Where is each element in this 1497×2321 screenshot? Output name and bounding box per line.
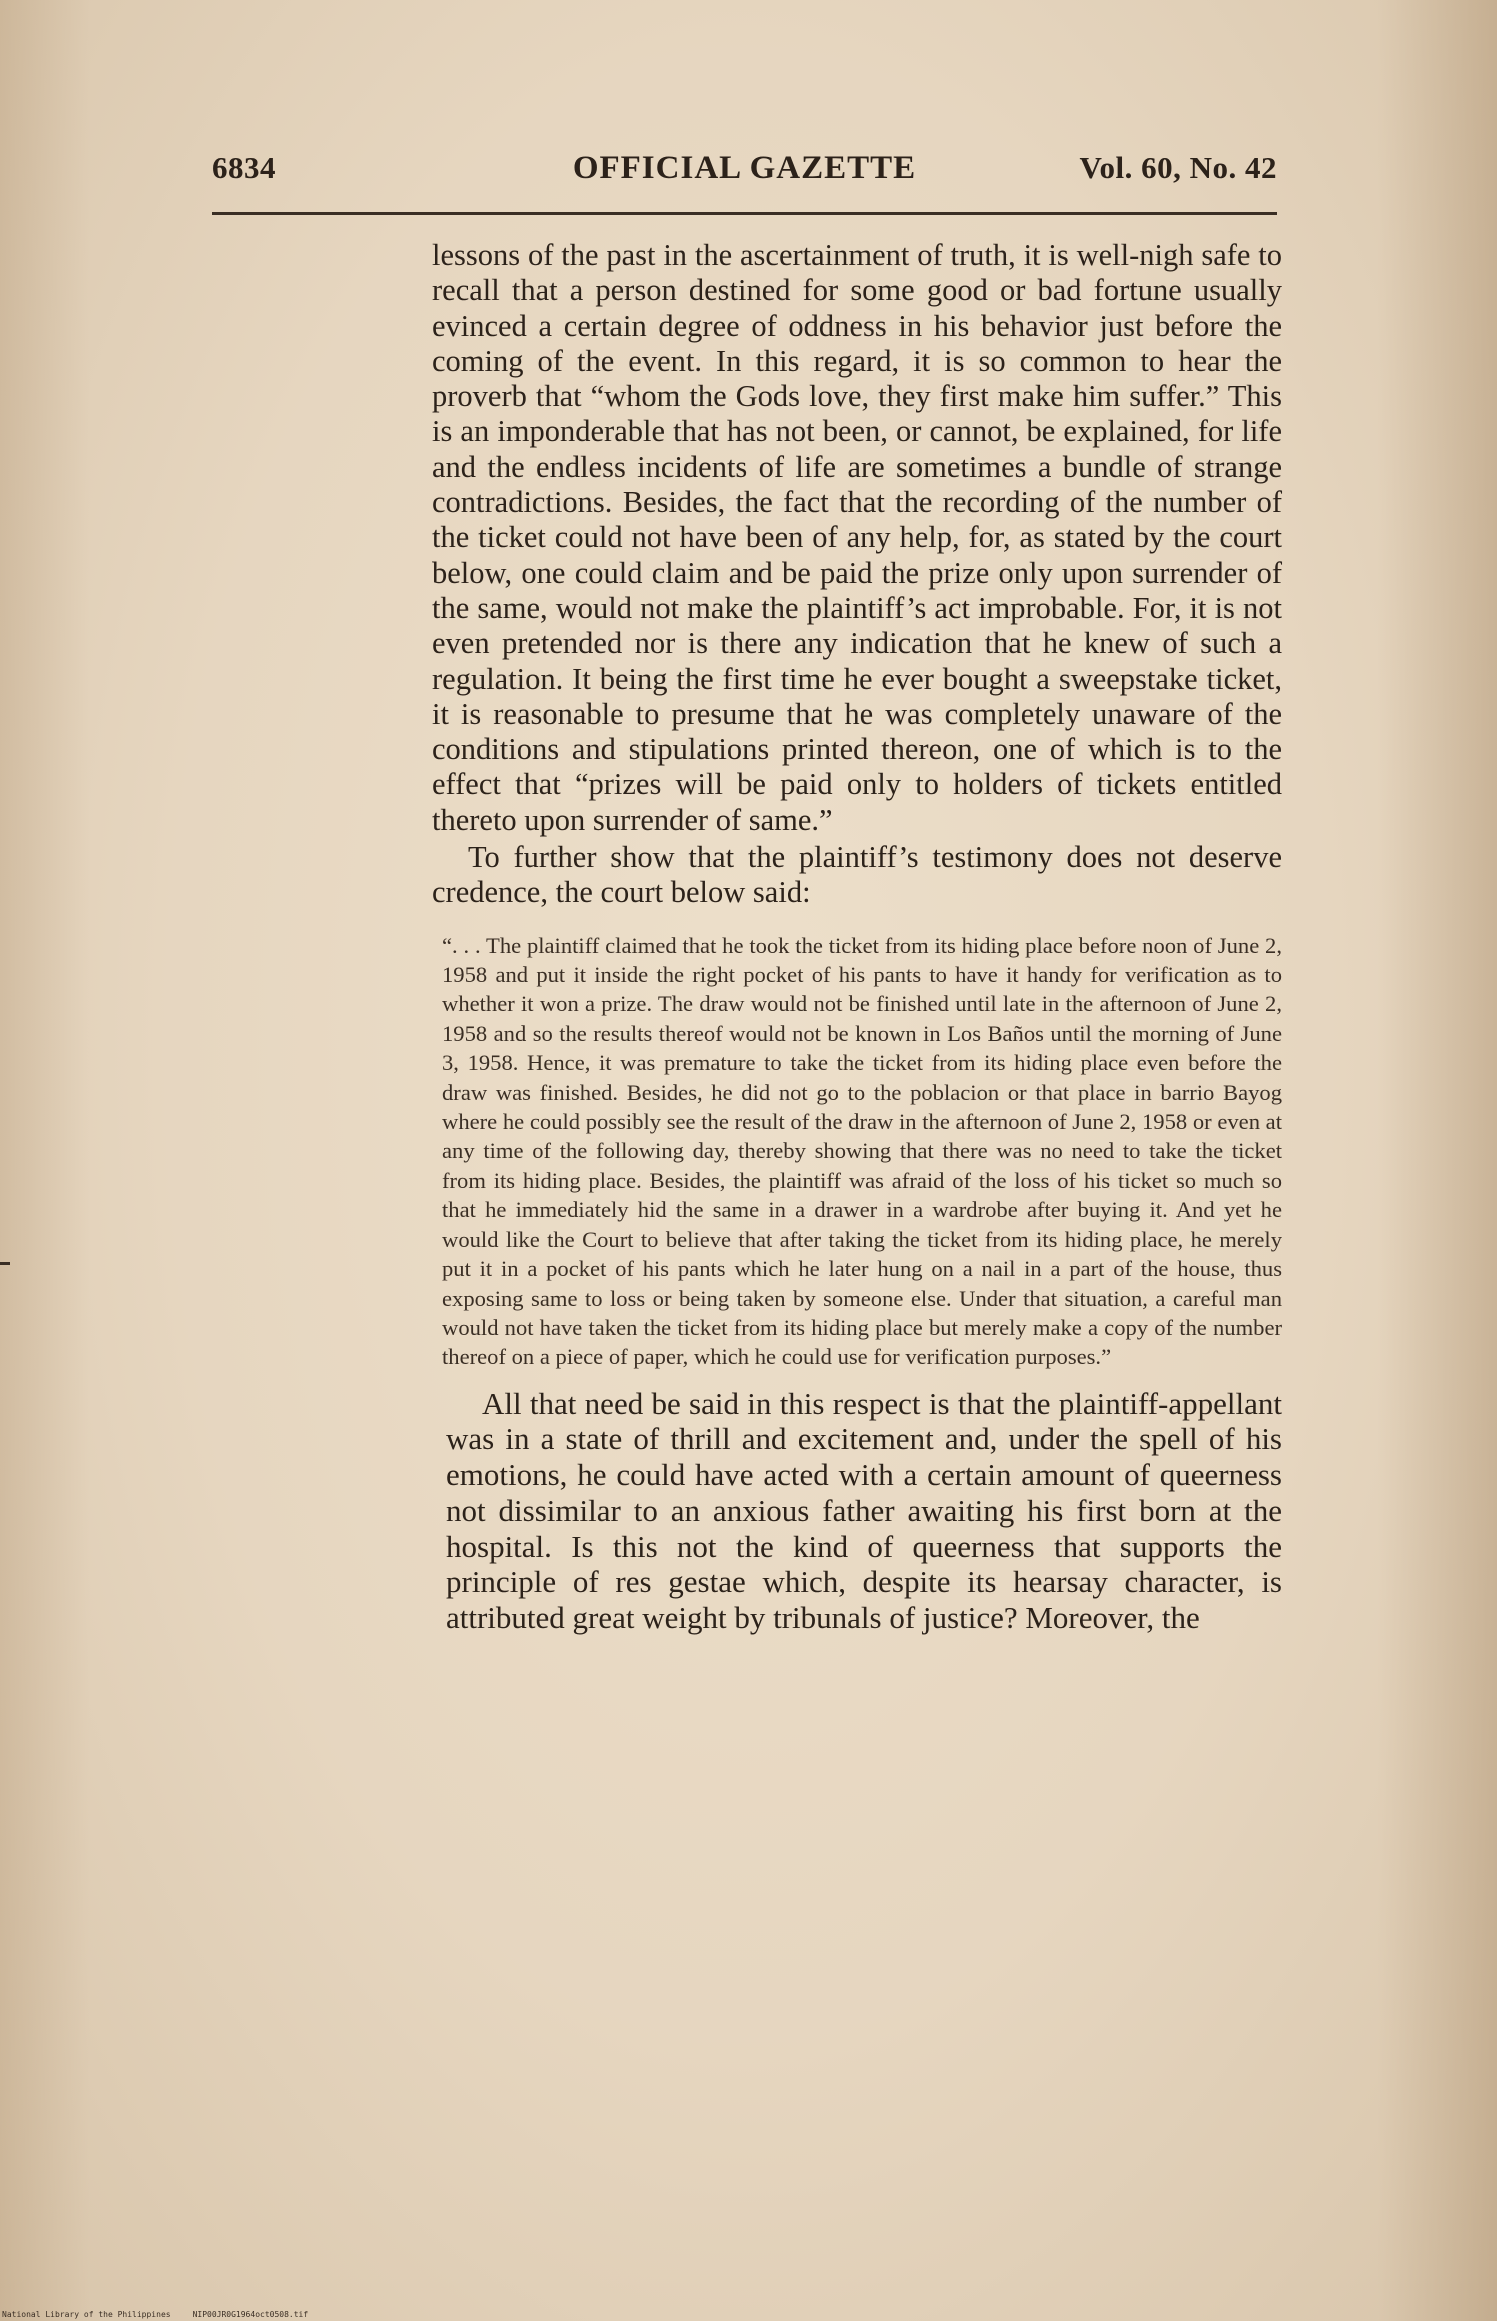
- library-credit: National Library of the Philippines: [2, 2310, 171, 2319]
- paragraph-2: To further show that the plaintiff’s testimony does not deserve credence, the court below said:: [432, 840, 1282, 910]
- block-quote: “. . . The plaintiff claimed that he took the ticket from its hiding place before noon of June 2, 1958 and put it inside the right pocket of his pants to have it handy for verification as to whether it won a prize. The draw would not be finished until late in the afternoon of June 2, 1958 and so the results thereof would not be known in Los Baños until the morning of June 3, 1958. Hence, it was premature to take the ticket from its hiding place even before the draw was finished. Besides, he did not go to the poblacion or that place in barrio Bayog where he could possibly see the result of the draw in the afternoon of June 2, 1958 or even at any time of the following day, thereby showing that there was no need to take the ticket from its hiding place. Besides, the plaintiff was afraid of the loss of his ticket so much so that he immediately hid the same in a drawer in a wardrobe after buying it. And yet he would like the Court to believe that after taking the ticket from its hiding place, he merely put it in a pocket of his pants which he later hung on a nail in a part of the house, thus exposing same to loss or being taken by someone else. Under that situation, a careful man would not have taken the ticket from its hiding place but merely make a copy of the number thereof on a piece of paper, which he could use for verification purposes.”: [442, 932, 1282, 1370]
- scan-filename: NIP00JR0G1964oct0508.tif: [192, 2310, 309, 2319]
- volume-number: Vol. 60, No. 42: [1079, 150, 1277, 185]
- header-rule: [212, 212, 1277, 215]
- paragraph-3: All that need be said in this respect is that the plaintiff-appellant was in a state of thrill and excitement and, under the spell of his emotions, he could have acted with a certain amount of queerness not dissimilar to an anxious father awaiting his first born at the hospital. Is this not the kind of queerness that supports the principle of res gestae which, despite its hearsay character, is attributed great weight by tribunals of justice? Moreover, the: [446, 1385, 1282, 1635]
- main-text-column: [432, 238, 1282, 1636]
- paragraph-1: lessons of the past in the ascertainment of truth, it is well-nigh safe to recall that a person destined for some good or bad fortune usually evinced a certain degree of oddness in his behavior just before the coming of the event. In this regard, it is so common to hear the proverb that “whom the Gods love, they first make him suffer.” This is an imponderable that has not been, or cannot, be explained, for life and the endless incidents of life are sometimes a bundle of strange contradictions. Besides, the fact that the recording of the number of the ticket could not have been of any help, for, as stated by the court below, one could claim and be paid the prize only upon surrender of the same, would not make the plaintiff’s act improbable. For, it is not even pretended nor is there any indication that he knew of such a regulation. It being the first time he ever bought a sweepstake ticket, it is reasonable to presume that he was completely unaware of the conditions and stipulations printed thereon, one of which is to the effect that “prizes will be paid only to holders of tickets entitled thereto upon surrender of same.”: [432, 238, 1282, 837]
- publication-title: OFFICIAL GAZETTE: [572, 150, 917, 186]
- page-number: 6834: [212, 150, 276, 185]
- margin-mark: [0, 1262, 10, 1265]
- page-header: [212, 150, 1277, 200]
- scan-footer: [2, 2310, 308, 2319]
